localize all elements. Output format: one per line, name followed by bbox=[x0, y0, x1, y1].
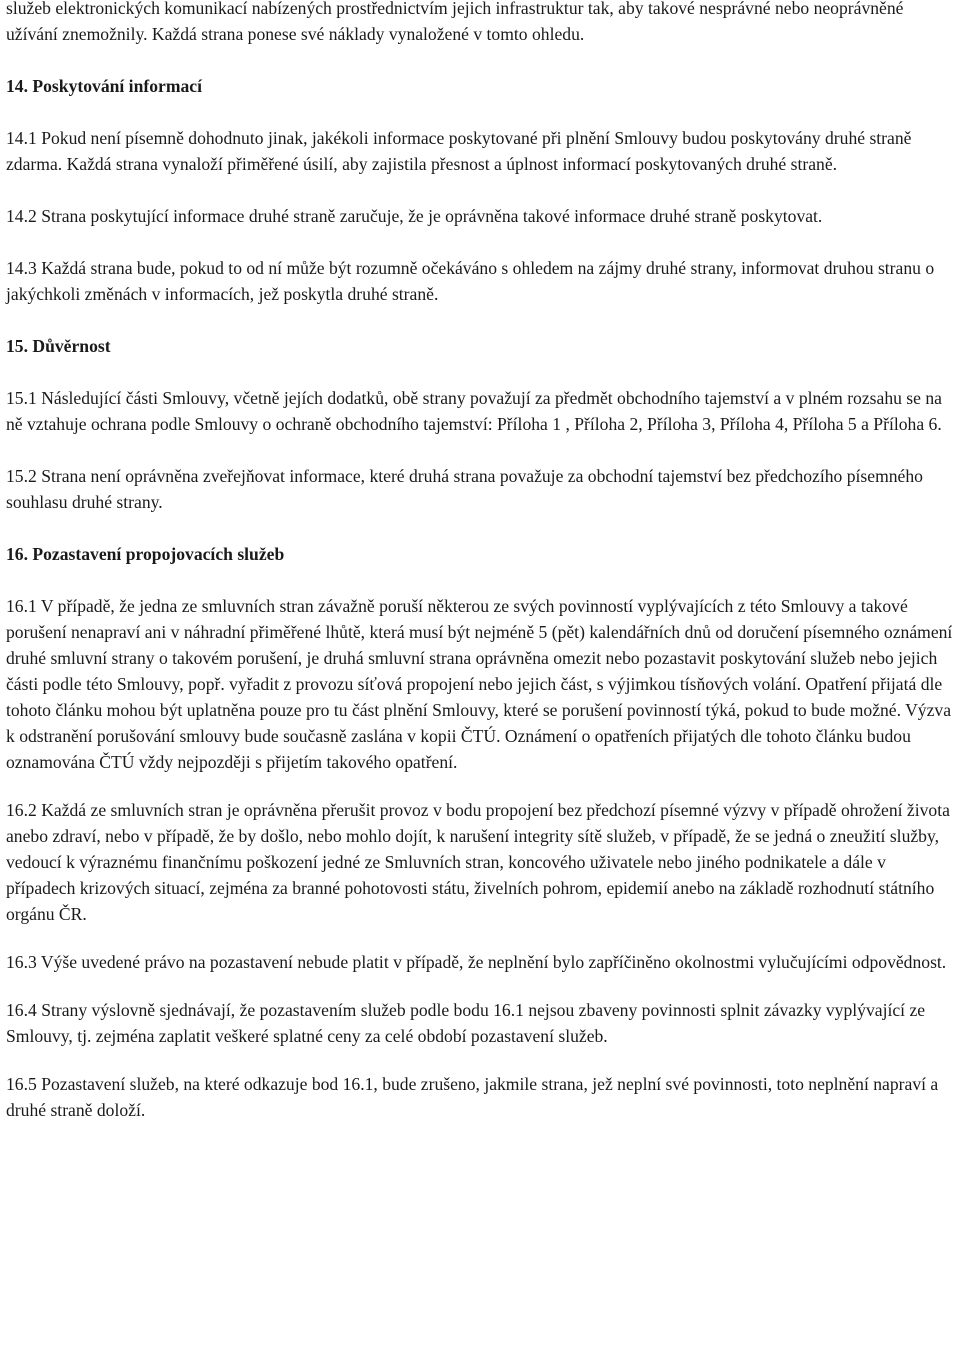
paragraph-14-2: 14.2 Strana poskytující informace druhé straně zaručuje, že je oprávněna takové informace druhé straně poskytovat. bbox=[6, 206, 823, 226]
intro-paragraph: služeb elektronických komunikací nabízených prostřednictvím jejich infrastruktur tak, aby takové nesprávné nebo neoprávněné užívání znemožnily. Každá strana ponese své náklady vynaložené v tomto ohledu. bbox=[6, 0, 904, 44]
section-heading-14: 14. Poskytování informací bbox=[6, 76, 202, 96]
paragraph-16-2: 16.2 Každá ze smluvních stran je oprávněna přerušit provoz v bodu propojení bez předchozí písemné výzvy v případě ohrožení života anebo zdraví, nebo v případě, že by došlo, nebo mohlo dojít, k narušení integrity sítě služeb, v případě, že se jedná o zneužití služby, vedoucí k výraznému finančnímu poškození jedné ze Smluvních stran, koncového uživatele nebo jiného podnikatele a dále v případech krizových situací, zejména za branné pohotovosti státu, živelních pohrom, epidemií anebo na základě rozhodnutí státního orgánu ČR. bbox=[6, 800, 950, 924]
section-heading-16: 16. Pozastavení propojovacích služeb bbox=[6, 544, 285, 564]
paragraph-16-4: 16.4 Strany výslovně sjednávají, že pozastavením služeb podle bodu 16.1 nejsou zbaveny povinnosti splnit závazky vyplývající ze Smlouvy, tj. zejména zaplatit veškeré splatné ceny za celé období pozastavení služeb. bbox=[6, 1000, 926, 1046]
document-page bbox=[6, 0, 954, 1145]
paragraph-16-1: 16.1 V případě, že jedna ze smluvních stran závažně poruší některou ze svých povinností vyplývajících z této Smlouvy a takové porušení nenapraví ani v náhradní přiměřené lhůtě, která musí být nejméně 5 (pět) kalendářních dnů od doručení písemného oznámení druhé smluvní strany o takovém porušení, je druhá smluvní strana oprávněna omezit nebo pozastavit poskytování služeb nebo jejich části podle této Smlouvy, popř. vyřadit z provozu síťová propojení nebo jejich část, s výjimkou tísňových volání. Opatření přijatá dle tohoto článku mohou být uplatněna pouze pro tu část plnění Smlouvy, které se porušení povinností týká, pokud to bude možné. Výzva k odstranění porušování smlouvy bude současně zaslána v kopii ČTÚ. Oznámení o opatřeních přijatých dle tohoto článku budou oznamována ČTÚ vždy nejpozději s přijetím takového opatření. bbox=[6, 596, 953, 772]
paragraph-16-3: 16.3 Výše uvedené právo na pozastavení nebude platit v případě, že neplnění bylo zapříčiněno okolnostmi vylučujícími odpovědnost. bbox=[6, 952, 947, 972]
paragraph-14-1: 14.1 Pokud není písemně dohodnuto jinak, jakékoli informace poskytované při plnění Smlouvy budou poskytovány druhé straně zdarma. Každá strana vynaloží přiměřené úsilí, aby zajistila přesnost a úplnost informací poskytovaných druhé straně. bbox=[6, 128, 912, 174]
paragraph-16-5: 16.5 Pozastavení služeb, na které odkazuje bod 16.1, bude zrušeno, jakmile strana, jež neplní své povinnosti, toto neplnění napraví a druhé straně doloží. bbox=[6, 1074, 939, 1120]
paragraph-15-1: 15.1 Následující části Smlouvy, včetně jejích dodatků, obě strany považují za předmět obchodního tajemství a v plném rozsahu se na ně vztahuje ochrana podle Smlouvy o ochraně obchodního tajemství: Příloha 1 , Příloha 2, Příloha 3, Příloha 4, Příloha 5 a Příloha 6. bbox=[6, 388, 942, 434]
section-heading-15: 15. Důvěrnost bbox=[6, 336, 111, 356]
paragraph-14-3: 14.3 Každá strana bude, pokud to od ní může být rozumně očekáváno s ohledem na zájmy druhé strany, informovat druhou stranu o jakýchkoli změnách v informacích, jež poskytla druhé straně. bbox=[6, 258, 935, 304]
paragraph-15-2: 15.2 Strana není oprávněna zveřejňovat informace, které druhá strana považuje za obchodní tajemství bez předchozího písemného souhlasu druhé strany. bbox=[6, 466, 923, 512]
